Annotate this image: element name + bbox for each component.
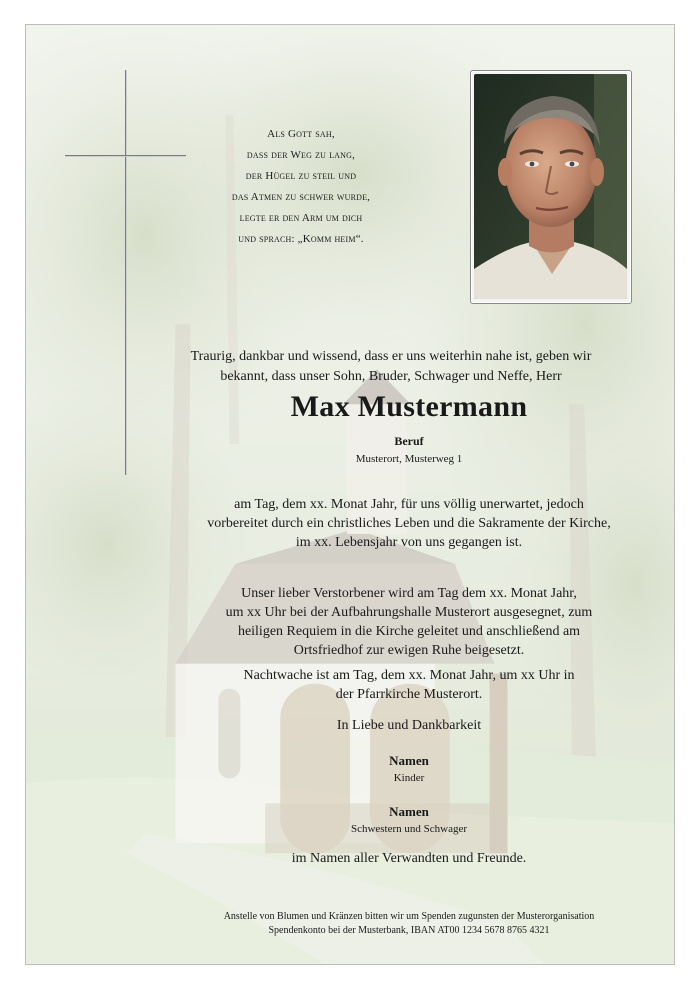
paragraph-line: im xx. Lebensjahr von uns gegangen ist.: [295, 535, 523, 550]
closing-text: In Liebe und Dankbarkeit: [336, 718, 482, 733]
mourner-relation: Kinder: [393, 772, 425, 784]
paragraph-line: vorbereitet durch ein christliches Leben und die Sakramente der Kirche,: [207, 516, 611, 531]
cross-horizontal: [65, 155, 186, 156]
mourner-name: Namen: [389, 753, 429, 768]
passing-paragraph: [176, 495, 642, 552]
deceased-name: Max Mustermann: [290, 390, 528, 423]
poem-line: das Atmen zu schwer wurde,: [231, 191, 371, 203]
deceased-address: Musterort, Musterweg 1: [355, 453, 463, 465]
intro-line: Traurig, dankbar und wissend, dass er uns weiterhin nahe ist, geben wir: [190, 349, 592, 364]
funeral-paragraph: [176, 584, 642, 660]
poem-line: legte er den Arm um dich: [239, 212, 363, 224]
paragraph-line: Unser lieber Verstorbener wird am Tag dem xx. Monat Jahr,: [241, 586, 577, 601]
cross-vertical: [125, 70, 126, 475]
footer-line: Spendenkonto bei der Musterbank, IBAN AT00 1234 5678 8765 4321: [268, 925, 550, 936]
poem-line: und sprach: „Komm heim“.: [238, 233, 364, 245]
donation-footer: [176, 910, 642, 938]
paragraph-line: der Pfarrkirche Musterort.: [335, 687, 483, 702]
family-note: im Namen aller Verwandten und Freunde.: [291, 851, 527, 866]
mourner-name: Namen: [389, 804, 429, 819]
portrait-frame: [470, 70, 632, 304]
mourner-relation: Schwestern und Schwager: [350, 823, 468, 835]
poem-line: Als Gott sah,: [267, 128, 335, 140]
intro-line: bekannt, dass unser Sohn, Bruder, Schwager und Neffe, Herr: [220, 369, 562, 384]
paragraph-line: Ortsfriedhof zur ewigen Ruhe beigesetzt.: [293, 643, 525, 658]
vigil-paragraph: [176, 666, 642, 704]
paragraph-line: am Tag, dem xx. Monat Jahr, für uns völlig unerwartet, jedoch: [234, 497, 584, 512]
paragraph-line: um xx Uhr bei der Aufbahrungshalle Musterort ausgesegnet, zum: [225, 605, 593, 620]
obituary-card: [25, 24, 675, 965]
intro-text: [176, 347, 606, 387]
poem-line: der Hügel zu steil und: [245, 170, 357, 182]
footer-line: Anstelle von Blumen und Kränzen bitten wir um Spenden zugunsten der Musterorganisation: [223, 911, 595, 922]
portrait-photo: [474, 74, 627, 299]
deceased-profession: Beruf: [394, 434, 424, 448]
paragraph-line: heiligen Requiem in die Kirche geleitet und anschließend am: [237, 624, 581, 639]
paragraph-line: Nachtwache ist am Tag, dem xx. Monat Jahr, um xx Uhr in: [243, 668, 575, 683]
poem-line: dass der Weg zu lang,: [246, 149, 356, 161]
poem: [191, 124, 411, 250]
